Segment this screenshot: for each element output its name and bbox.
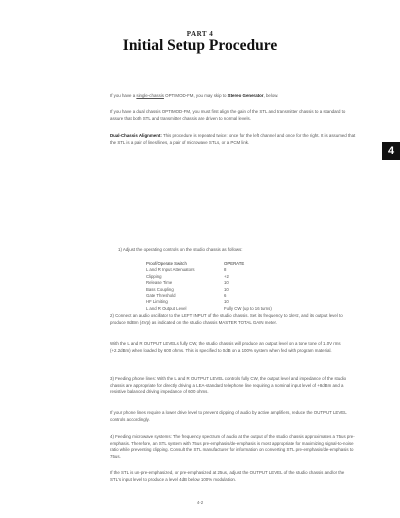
alignment-heading: Dual-Chassis Alignment:: [110, 133, 162, 138]
page-number: 4-2: [196, 500, 204, 505]
alignment-text: This procedure is repeated twice: once for the left channel and once for the right. It is assumed that the STL is a pair of lines/lines, a pair of microwave STLs, or a PCM link.: [110, 133, 356, 145]
step-4: 4) Feeding microwave systems: The frequency spectrum of audio at the output of the studio chassis approximates a 75us pre-emphasis. Therefore, an STL system with 75us pre-emphasis/de-emphasis is most appropriate for maximizing signal-to-noise ratio while preventing clipping. Consult the STL manufacturer for information on converting STL pre-emphasis/de-emphasis to 75us.: [110, 434, 355, 459]
section-tab: 4: [382, 142, 400, 160]
settings-header-value: OPERATE: [224, 261, 245, 266]
step-1: 1) Adjust the operating controls on the studio chassis as follows:: [118, 247, 243, 252]
step-2: 2) Connect an audio oscillator to the LEFT INPUT of the studio chassis. Set its frequency to 1kHz, and its output level to produce 8dBm (4Vp) as indicated on the studio chassis MASTER TOTAL GAIN meter.: [110, 313, 343, 325]
intro-paragraph: [110, 93, 356, 100]
output-level-paragraph: With the L and R OUTPUT LEVELs fully CW, the studio chassis will produce an output level on a tone tone of 1.0V rms (+2.2dBm) when loaded by 600 ohms. This is specified to 0dB on a 100% system when fed with program material.: [110, 341, 341, 353]
settings-row-value: Fully CW (up to 16 turns): [224, 305, 272, 311]
step-3: 3) Feeding phone lines: With the L and R OUTPUT LEVEL controls fully CW, the output level and impedance of the studio chassis are appropriate for directly driving a LEA-standard telephone line requiring a nominal input level of +8dBm and a resistive balanced driving impedance of 600 ohms.: [110, 376, 347, 395]
intro-text-3: , below.: [263, 93, 279, 98]
settings-row-value: 10: [224, 286, 229, 292]
settings-row: [146, 306, 346, 312]
intro-bold: Stereo Generator: [227, 93, 264, 98]
settings-row-value: 10: [224, 299, 229, 305]
intro-text-2: OPTIMOD-FM, you may skip to: [163, 93, 228, 98]
settings-row-label: L and R Input Attenuators: [146, 267, 195, 273]
settings-row-value: 8: [224, 267, 227, 273]
pre-emphasis-paragraph: If the STL is un-pre-emphasized, or pre-emphasized at 25us, adjust the OUTPUT LEVEL of the studio chassis and/or the STL's input level to produce a level 4dB below 100% modulation.: [110, 470, 345, 482]
settings-row-label: Release Time: [146, 280, 173, 286]
phone-lines-paragraph: If your phone lines require a lower drive level to prevent clipping of audio by active amplifiers, reduce the OUTPUT LEVEL controls accordingly.: [110, 410, 347, 422]
settings-row-value: 6: [224, 292, 227, 298]
settings-row-value: 10: [224, 280, 229, 286]
settings-row-label: HF Limiting: [146, 299, 168, 305]
intro-link: single-chassis: [136, 93, 164, 98]
settings-table: [146, 261, 346, 312]
settings-row-value: +2: [224, 273, 229, 279]
settings-row-label: L and R Output Level: [146, 305, 187, 311]
settings-header-label: Proof/Operate Switch: [146, 261, 187, 266]
page-title: Initial Setup Procedure: [122, 37, 278, 54]
settings-row-label: Bass Coupling: [146, 286, 174, 292]
dual-chassis-paragraph: If you have a dual chassis OPTIMOD-FM, you must first align the gain of the STL and transmitter chassis to a standard to assure that both STL and transmitter chassis are driven to normal levels.: [110, 109, 346, 121]
part-label: PART 4: [186, 30, 214, 38]
settings-row-label: Clipping: [146, 273, 162, 279]
alignment-paragraph: [110, 133, 356, 146]
intro-text-1: If you have a: [110, 93, 137, 98]
settings-row-label: Gate Threshold: [146, 292, 176, 298]
